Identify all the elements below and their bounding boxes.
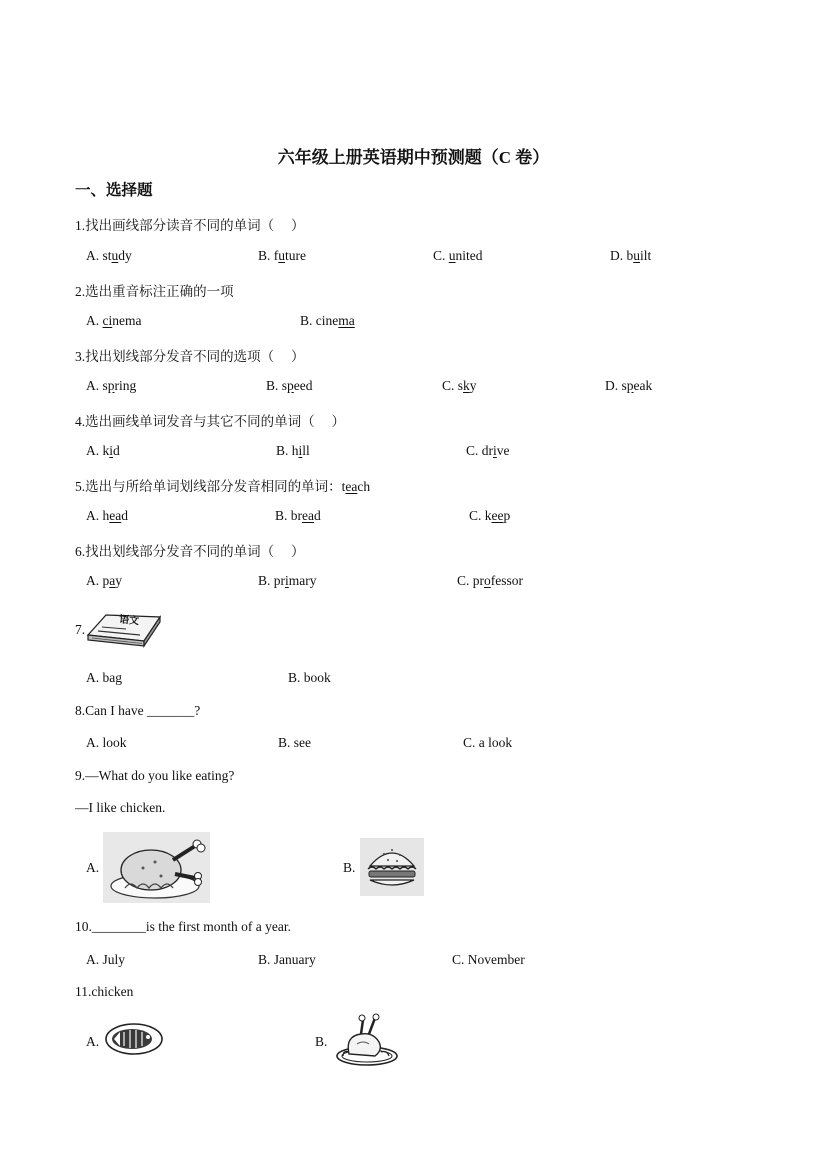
question-10-stem: 10.________is the first month of a year. <box>75 919 291 934</box>
question-4-stem: 4.选出画线单词发音与其它不同的单词（ ） <box>75 414 345 429</box>
q10-option-b[interactable]: B. January <box>258 952 316 967</box>
q6-option-b[interactable]: B. primary <box>258 573 317 588</box>
question-6-stem: 6.找出划线部分发音不同的单词（ ） <box>75 544 305 559</box>
q6-option-a[interactable]: A. pay <box>86 573 122 588</box>
question-11-stem: 11.chicken <box>75 984 134 999</box>
book-cover-label: 语文 <box>118 614 140 628</box>
book-icon <box>86 607 162 649</box>
question-9-answer-line: —I like chicken. <box>75 800 166 815</box>
q4-option-b[interactable]: B. hill <box>276 443 310 458</box>
q11-option-b[interactable]: B. <box>315 1034 328 1049</box>
q5-option-c[interactable]: C. keep <box>469 508 511 523</box>
q1-option-a[interactable]: A. study <box>86 248 132 263</box>
question-5-stem: 5.选出与所给单词划线部分发音相同的单词：teach <box>75 479 371 494</box>
q8-option-b[interactable]: B. see <box>278 735 312 750</box>
q3-option-d[interactable]: D. speak <box>605 378 653 393</box>
q3-option-c[interactable]: C. sky <box>442 378 477 393</box>
question-9-stem: 9.—What do you like eating? <box>75 768 235 783</box>
q6-option-c[interactable]: C. professor <box>457 573 524 588</box>
question-8-stem: 8.Can I have _______? <box>75 703 201 718</box>
question-2-stem: 2.选出重音标注正确的一项 <box>75 284 234 299</box>
q1-option-d[interactable]: D. built <box>610 248 652 263</box>
hamburger-icon <box>360 838 424 896</box>
q5-option-b[interactable]: B. bread <box>275 508 321 523</box>
question-1-stem: 1.找出画线部分读音不同的单词（ ） <box>75 218 305 233</box>
q2-option-b[interactable]: B. cinema <box>300 313 355 328</box>
q11-option-a[interactable]: A. <box>86 1034 100 1049</box>
q3-option-a[interactable]: A. spring <box>86 378 137 393</box>
question-7-stem: 7. <box>75 622 86 637</box>
q10-option-a[interactable]: A. July <box>86 952 126 967</box>
roast-chicken-icon <box>103 832 210 903</box>
q8-option-c[interactable]: C. a look <box>463 735 513 750</box>
q10-option-c[interactable]: C. November <box>452 952 525 967</box>
question-3-stem: 3.找出划线部分发音不同的选项（ ） <box>75 349 305 364</box>
q1-option-c[interactable]: C. united <box>433 248 483 263</box>
q4-option-c[interactable]: C. drive <box>466 443 510 458</box>
fish-icon <box>104 1018 164 1058</box>
q7-option-b[interactable]: B. book <box>288 670 331 685</box>
page-title: 六年级上册英语期中预测题（C 卷） <box>277 148 550 167</box>
q7-option-a[interactable]: A. bag <box>86 670 122 685</box>
section-heading: 一、选择题 <box>75 182 153 199</box>
q8-option-a[interactable]: A. look <box>86 735 127 750</box>
chicken-icon <box>335 1012 399 1068</box>
q5-option-a[interactable]: A. head <box>86 508 128 523</box>
q9-option-b[interactable]: B. <box>343 860 356 875</box>
q4-option-a[interactable]: A. kid <box>86 443 120 458</box>
q2-option-a[interactable]: A. cinema <box>86 313 142 328</box>
q1-option-b[interactable]: B. future <box>258 248 307 263</box>
q3-option-b[interactable]: B. speed <box>266 378 313 393</box>
q9-option-a[interactable]: A. <box>86 860 100 875</box>
